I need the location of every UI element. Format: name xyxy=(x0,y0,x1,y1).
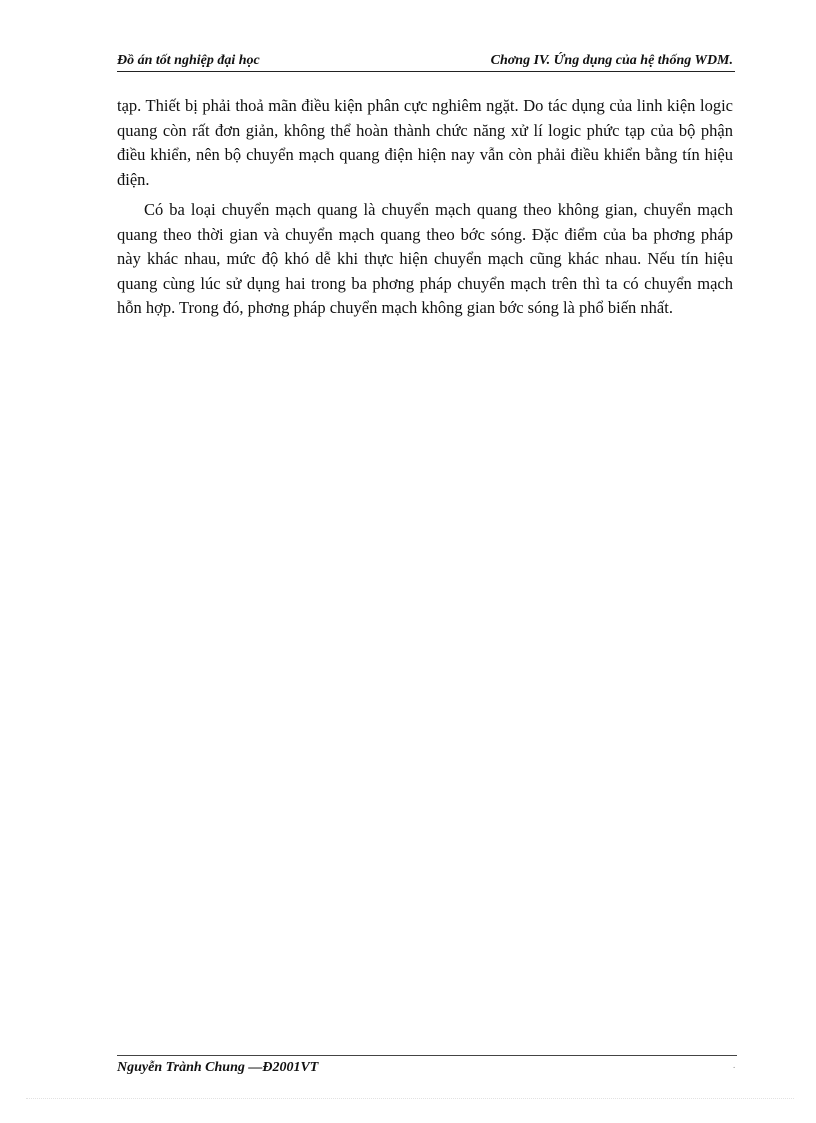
footer-author: Nguyễn Trành Chung —Đ2001VT xyxy=(117,1060,319,1075)
paragraph-continued: tạp. Thiết bị phải thoả mãn điều kiện phân cực nghiêm ngặt. Do tác dụng của linh kiện logic quang còn rất đơn giản, không thể hoàn thành chức năng xử lí logic phức tạp của bộ phận điều khiển, nên bộ chuyển mạch quang điện hiện nay vẫn còn phải điều khiển bằng tín hiệu điện. xyxy=(117,96,733,189)
footer-page-mark: . xyxy=(733,1060,736,1070)
page-header xyxy=(117,52,733,70)
page-bottom-edge xyxy=(26,1098,794,1099)
header-document-title: Đồ án tốt nghiệp đại học xyxy=(117,53,260,68)
header-chapter-title: Chơng IV. Ứng dụng của hệ thống WDM. xyxy=(490,53,733,68)
header-divider xyxy=(117,71,735,72)
paragraph-switching-types: Có ba loại chuyển mạch quang là chuyển mạch quang theo không gian, chuyển mạch quang theo thời gian và chuyển mạch quang theo bớc sóng. Đặc điểm của ba phơng pháp này khác nhau, mức độ khó dễ khi thực hiện chuyển mạch cũng khác nhau. Nếu tín hiệu quang cùng lúc sử dụng hai trong ba phơng pháp chuyển mạch trên thì ta có chuyển mạch hỗn hợp. Trong đó, phơng pháp chuyển mạch không gian bớc sóng là phổ biến nhất. xyxy=(117,200,733,317)
footer-divider xyxy=(117,1055,737,1056)
document-body xyxy=(117,94,733,321)
